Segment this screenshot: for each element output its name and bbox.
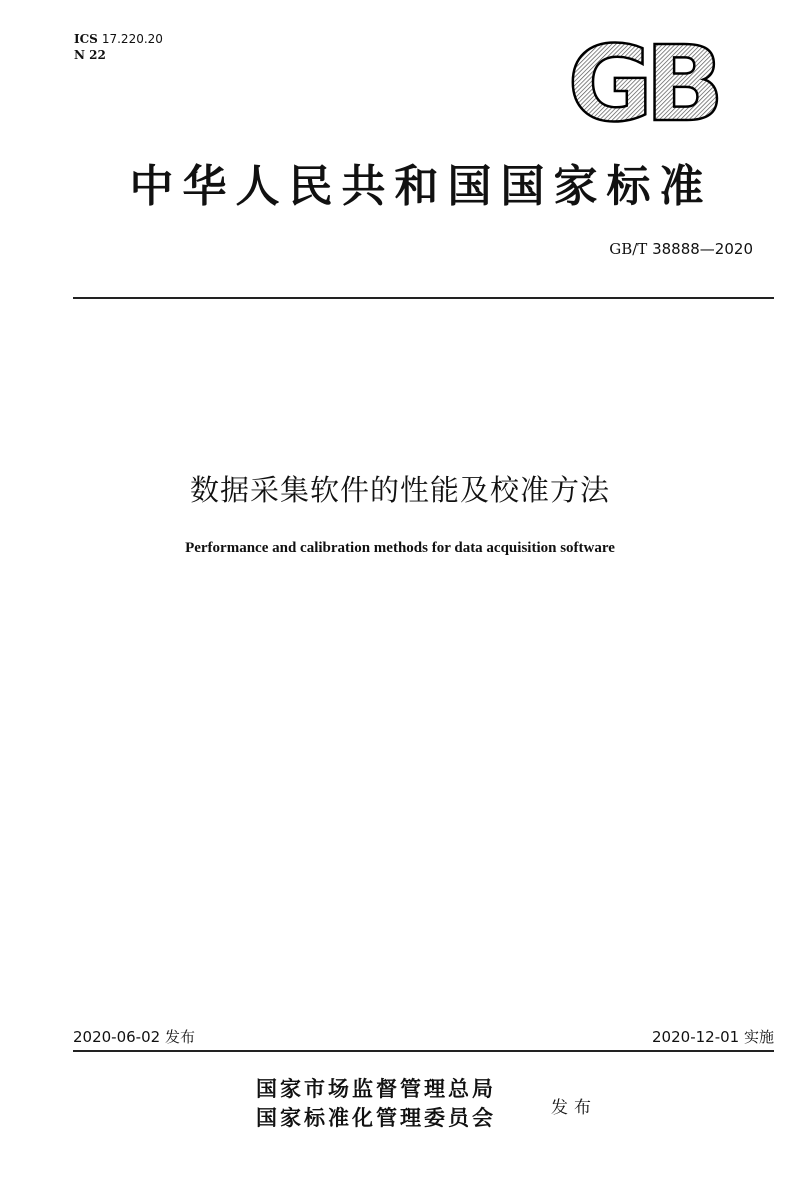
ics-label: ICS [74,32,98,46]
issuer-samr: 国家市场监督管理总局 [256,1076,496,1101]
gb-logo-text: GB [567,40,717,128]
standard-code: 38888—2020 [652,240,753,258]
issuing-authorities [256,1074,496,1132]
top-divider [73,297,774,299]
document-title-cn: 数据采集软件的性能及校准方法 [189,473,610,507]
ics-line [74,31,163,47]
implement-date: 2020-12-01 [652,1028,740,1046]
implement-date-line [652,1026,774,1047]
bottom-divider [73,1050,774,1052]
classification-codes [74,31,163,63]
standard-number [609,240,753,258]
ccs-code: N 22 [74,48,106,62]
issuer-sac: 国家标准化管理委员会 [256,1105,496,1130]
publish-date-line [73,1026,195,1047]
document-title-en: Performance and calibration methods for data acquisition software [185,540,615,556]
ics-value: 17.220.20 [101,32,163,46]
standard-prefix: GB/T [609,240,648,258]
national-standard-title: 中华人民共和国国家标准 [129,161,713,212]
publish-date: 2020-06-02 [73,1028,161,1046]
implement-label: 实施 [743,1028,774,1046]
gb-logo [556,40,728,128]
publish-label: 发布 [164,1028,195,1046]
issue-label: 发布 [551,1098,597,1118]
